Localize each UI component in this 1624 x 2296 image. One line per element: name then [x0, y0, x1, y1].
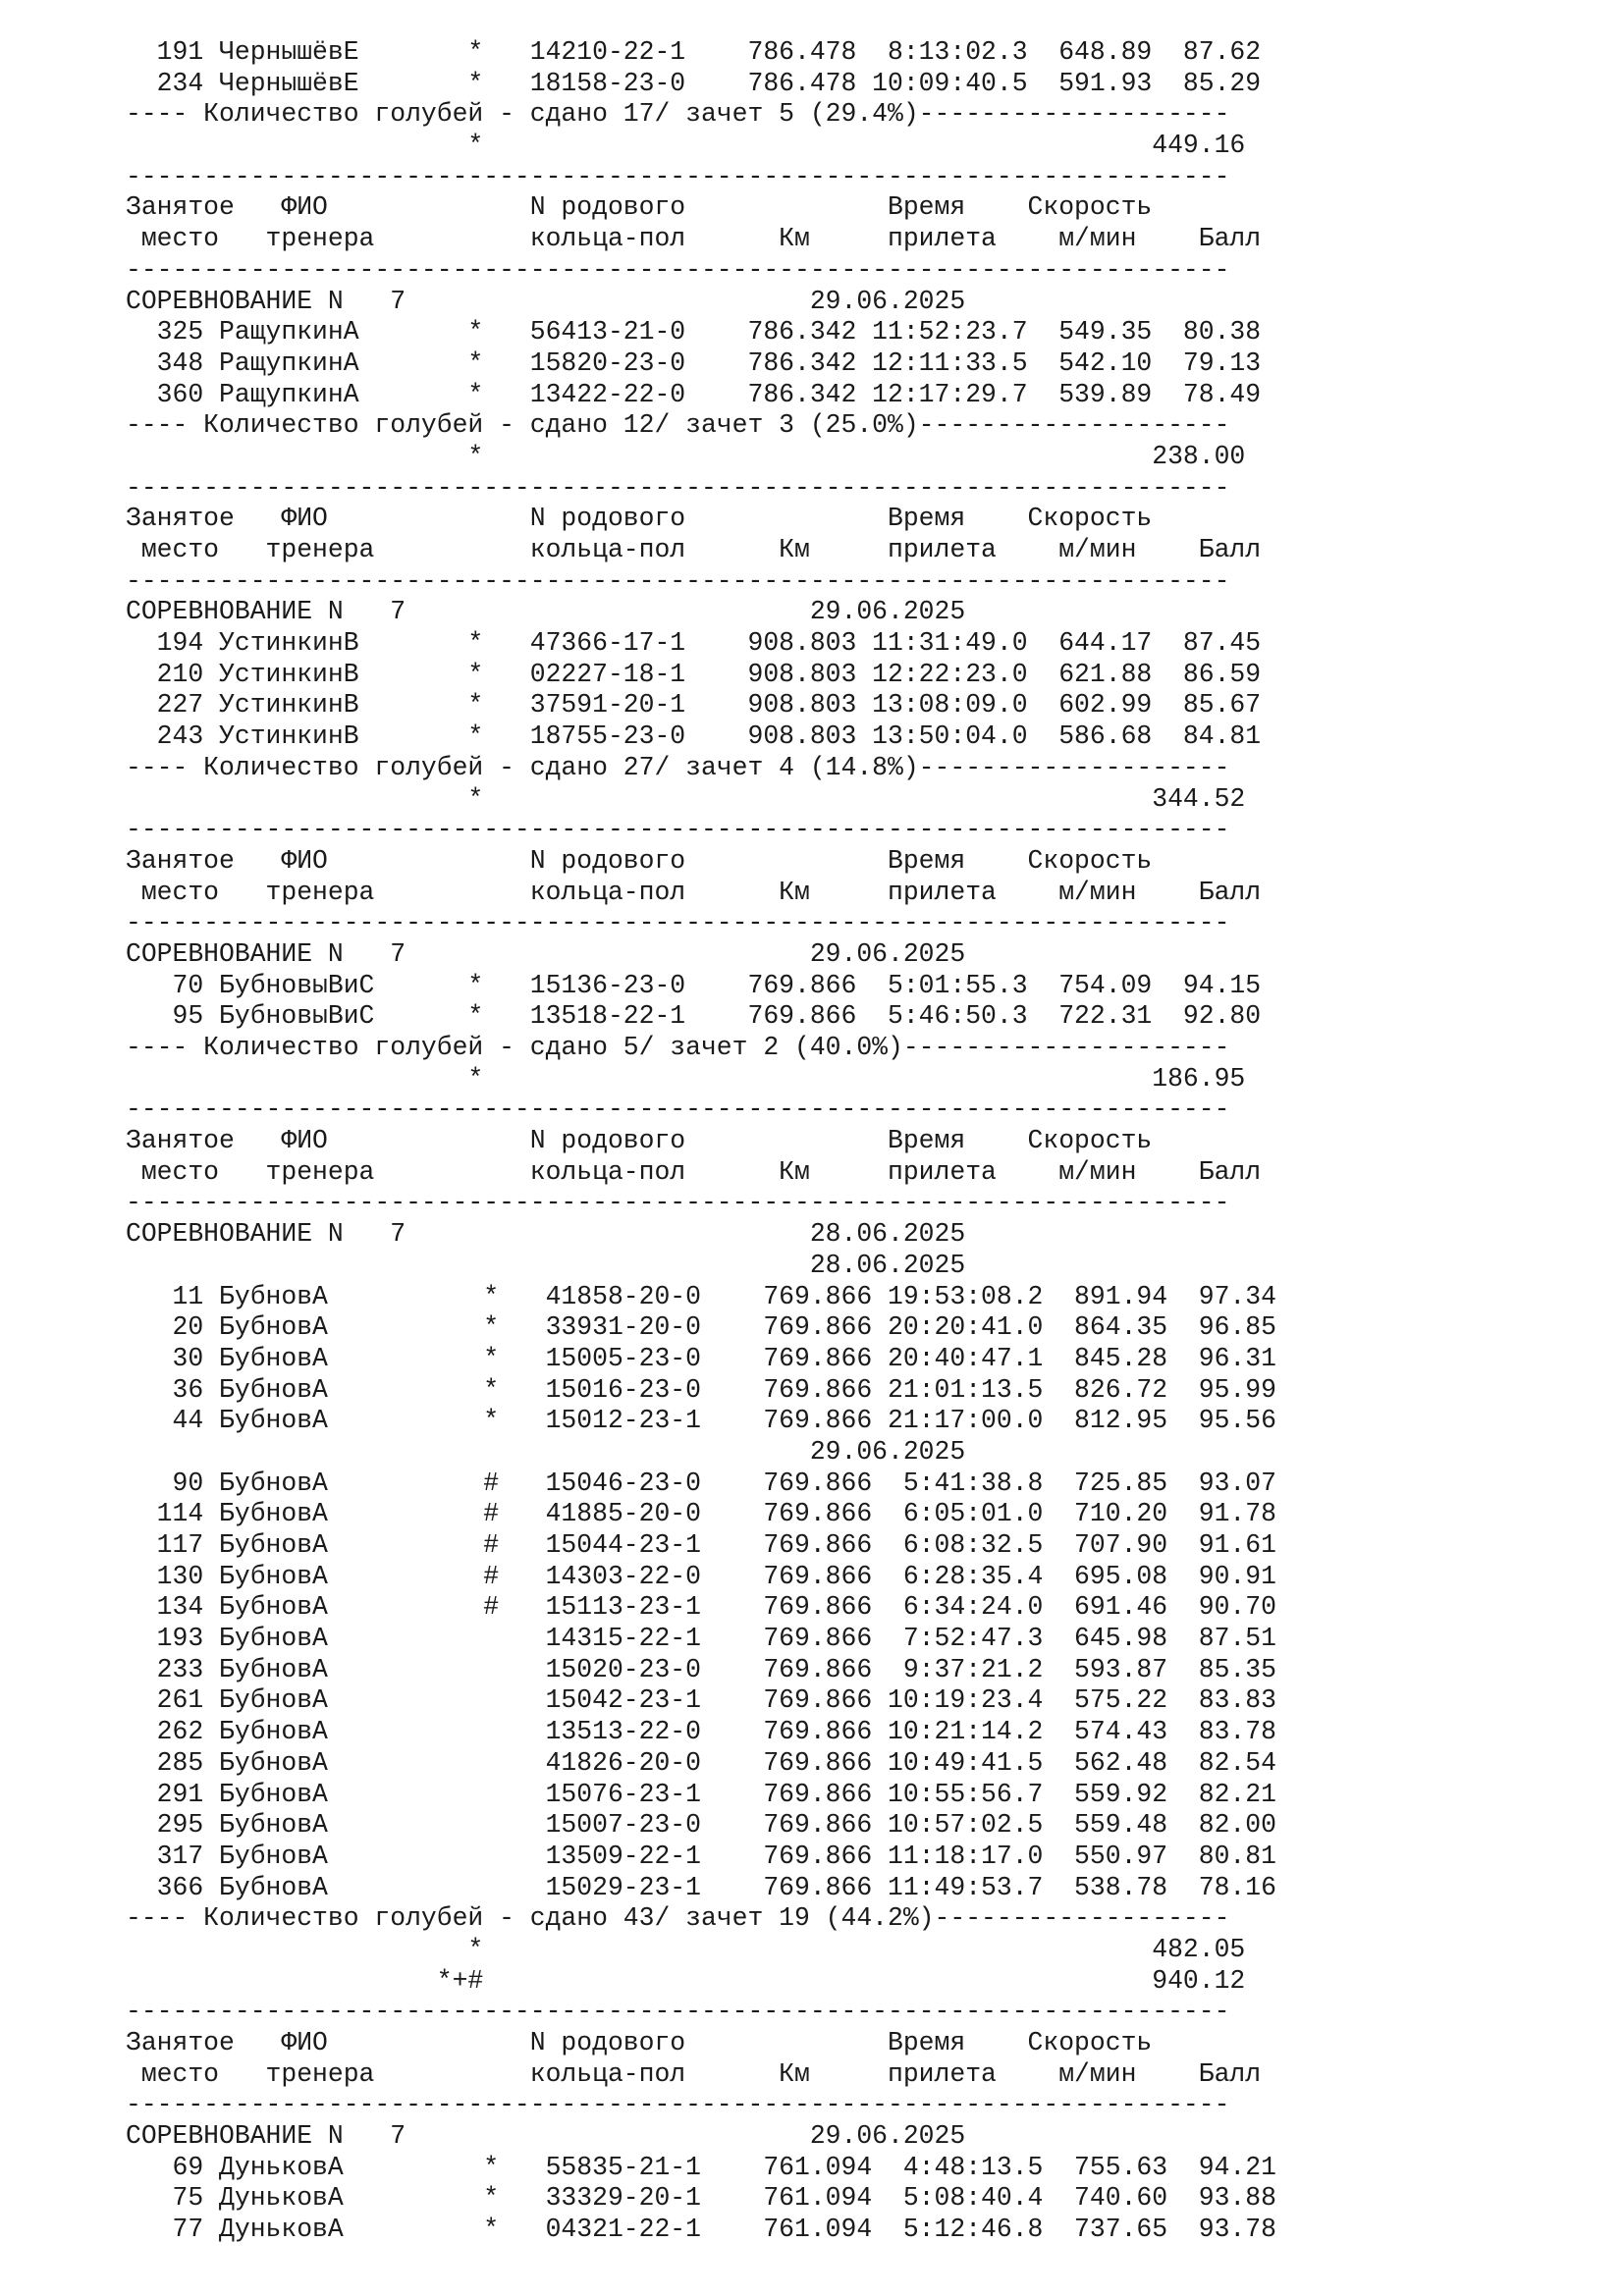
result-row: 261 БубновА 15042-23-1 769.866 10:19:23.4 575.22 83.83	[126, 1685, 1276, 1716]
table-header-line: Занятое ФИО N родового Время Скорость	[126, 845, 1153, 876]
result-row: 210 УстинкинВ * 02227-18-1 908.803 12:22:23.0 621.88 86.59	[126, 659, 1262, 689]
result-row: 295 БубновА 15007-23-0 769.866 10:57:02.5 559.48 82.00	[126, 1810, 1276, 1841]
table-header-line: место тренера кольца-пол Км прилета м/мин Балл	[126, 535, 1262, 564]
total-line: *+# 940.12	[126, 1965, 1246, 1996]
competition-line: СОРЕВНОВАНИЕ N 7 29.06.2025	[126, 938, 966, 969]
separator-line: -----------------------------------------------------------------------	[126, 565, 1230, 596]
total-line: * 344.52	[126, 783, 1246, 814]
separator-line: -----------------------------------------------------------------------	[126, 1095, 1230, 1125]
result-row: 243 УстинкинВ * 18755-23-0 908.803 13:50:04.0 586.68 84.81	[126, 721, 1262, 752]
result-row: 325 РащупкинА * 56413-21-0 786.342 11:52:23.7 549.35 80.38	[126, 317, 1262, 347]
table-header-line: Занятое ФИО N родового Время Скорость	[126, 504, 1153, 534]
table-header-line: место тренера кольца-пол Км прилета м/мин Балл	[126, 1156, 1262, 1187]
result-row: 285 БубновА 41826-20-0 769.866 10:49:41.5 562.48 82.54	[126, 1747, 1276, 1778]
result-row: 191 ЧернышёвЕ * 14210-22-1 786.478 8:13:02.3 648.89 87.62	[126, 37, 1262, 67]
result-row: 130 БубновА # 14303-22-0 769.866 6:28:35.4 695.08 90.91	[126, 1561, 1276, 1591]
result-row: 77 ДуньковА * 04321-22-1 761.094 5:12:46.8 737.65 93.78	[126, 2215, 1276, 2245]
total-line: 29.06.2025	[126, 1436, 966, 1467]
result-row: 262 БубновА 13513-22-0 769.866 10:21:14.2 574.43 83.78	[126, 1717, 1276, 1747]
table-header-line: место тренера кольца-пол Км прилета м/мин Балл	[126, 877, 1262, 907]
table-header-line: Занятое ФИО N родового Время Скорость	[126, 192, 1153, 223]
separator-line: -----------------------------------------------------------------------	[126, 161, 1230, 191]
result-row: 360 РащупкинА * 13422-22-0 786.342 12:17:29.7 539.89 78.49	[126, 379, 1262, 409]
summary-line: ---- Количество голубей - сдано 5/ зачет 2 (40.0%)---------------------	[126, 1033, 1230, 1062]
separator-line: -----------------------------------------------------------------------	[126, 254, 1230, 285]
separator-line: -----------------------------------------------------------------------	[126, 908, 1230, 938]
separator-line: -----------------------------------------------------------------------	[126, 472, 1230, 503]
separator-line: -----------------------------------------------------------------------	[126, 1188, 1230, 1218]
total-line: * 186.95	[126, 1063, 1246, 1094]
printout-page	[126, 37, 1276, 2246]
result-row: 193 БубновА 14315-22-1 769.866 7:52:47.3 645.98 87.51	[126, 1624, 1276, 1654]
result-row: 366 БубновА 15029-23-1 769.866 11:49:53.7 538.78 78.16	[126, 1872, 1276, 1902]
result-row: 75 ДуньковА * 33329-20-1 761.094 5:08:40.4 740.60 93.88	[126, 2183, 1276, 2214]
result-row: 36 БубновА * 15016-23-0 769.866 21:01:13.5 826.72 95.99	[126, 1374, 1276, 1405]
result-row: 30 БубновА * 15005-23-0 769.866 20:40:47.1 845.28 96.31	[126, 1343, 1276, 1373]
total-line: 28.06.2025	[126, 1250, 966, 1280]
separator-line: -----------------------------------------------------------------------	[126, 2090, 1230, 2120]
result-row: 234 ЧернышёвЕ * 18158-23-0 786.478 10:09:40.5 591.93 85.29	[126, 68, 1262, 98]
result-row: 95 БубновыВиС * 13518-22-1 769.866 5:46:50.3 722.31 92.80	[126, 1001, 1262, 1032]
separator-line: -----------------------------------------------------------------------	[126, 1997, 1230, 2027]
result-row: 20 БубновА * 33931-20-0 769.866 20:20:41.0 864.35 96.85	[126, 1312, 1276, 1343]
result-row: 11 БубновА * 41858-20-0 769.866 19:53:08.2 891.94 97.34	[126, 1281, 1276, 1311]
result-row: 114 БубновА # 41885-20-0 769.866 6:05:01.0 710.20 91.78	[126, 1499, 1276, 1529]
result-row: 291 БубновА 15076-23-1 769.866 10:55:56.7 559.92 82.21	[126, 1779, 1276, 1809]
separator-line: -----------------------------------------------------------------------	[126, 815, 1230, 845]
result-row: 134 БубновА # 15113-23-1 769.866 6:34:24.0 691.46 90.70	[126, 1592, 1276, 1623]
result-row: 44 БубновА * 15012-23-1 769.866 21:17:00.0 812.95 95.56	[126, 1406, 1276, 1436]
competition-line: СОРЕВНОВАНИЕ N 7 29.06.2025	[126, 2121, 966, 2152]
result-row: 348 РащупкинА * 15820-23-0 786.342 12:11:33.5 542.10 79.13	[126, 347, 1262, 378]
competition-line: СОРЕВНОВАНИЕ N 7 29.06.2025	[126, 286, 966, 316]
result-row: 70 БубновыВиС * 15136-23-0 769.866 5:01:55.3 754.09 94.15	[126, 970, 1262, 1000]
table-header-line: Занятое ФИО N родового Время Скорость	[126, 1126, 1153, 1156]
result-row: 317 БубновА 13509-22-1 769.866 11:18:17.0 550.97 80.81	[126, 1841, 1276, 1871]
table-header-line: место тренера кольца-пол Км прилета м/мин Балл	[126, 224, 1262, 254]
table-header-line: место тренера кольца-пол Км прилета м/мин Балл	[126, 2058, 1262, 2089]
summary-line: ---- Количество голубей - сдано 43/ зачет 19 (44.2%)-------------------	[126, 1903, 1230, 1934]
result-row: 233 БубновА 15020-23-0 769.866 9:37:21.2 593.87 85.35	[126, 1654, 1276, 1684]
table-header-line: Занятое ФИО N родового Время Скорость	[126, 2028, 1153, 2057]
result-row: 117 БубновА # 15044-23-1 769.866 6:08:32.5 707.90 91.61	[126, 1530, 1276, 1560]
total-line: * 449.16	[126, 131, 1246, 161]
competition-line: СОРЕВНОВАНИЕ N 7 28.06.2025	[126, 1219, 966, 1250]
summary-line: ---- Количество голубей - сдано 17/ зачет 5 (29.4%)--------------------	[126, 99, 1230, 130]
competition-line: СОРЕВНОВАНИЕ N 7 29.06.2025	[126, 597, 966, 627]
result-row: 194 УстинкинВ * 47366-17-1 908.803 11:31:49.0 644.17 87.45	[126, 628, 1262, 659]
result-row: 227 УстинкинВ * 37591-20-1 908.803 13:08:09.0 602.99 85.67	[126, 690, 1262, 721]
summary-line: ---- Количество голубей - сдано 27/ зачет 4 (14.8%)--------------------	[126, 752, 1230, 782]
summary-line: ---- Количество голубей - сдано 12/ зачет 3 (25.0%)--------------------	[126, 410, 1230, 441]
result-row: 90 БубновА # 15046-23-0 769.866 5:41:38.8 725.85 93.07	[126, 1468, 1276, 1498]
total-line: * 238.00	[126, 441, 1246, 471]
total-line: * 482.05	[126, 1934, 1246, 1964]
result-row: 69 ДуньковА * 55835-21-1 761.094 4:48:13.5 755.63 94.21	[126, 2152, 1276, 2182]
